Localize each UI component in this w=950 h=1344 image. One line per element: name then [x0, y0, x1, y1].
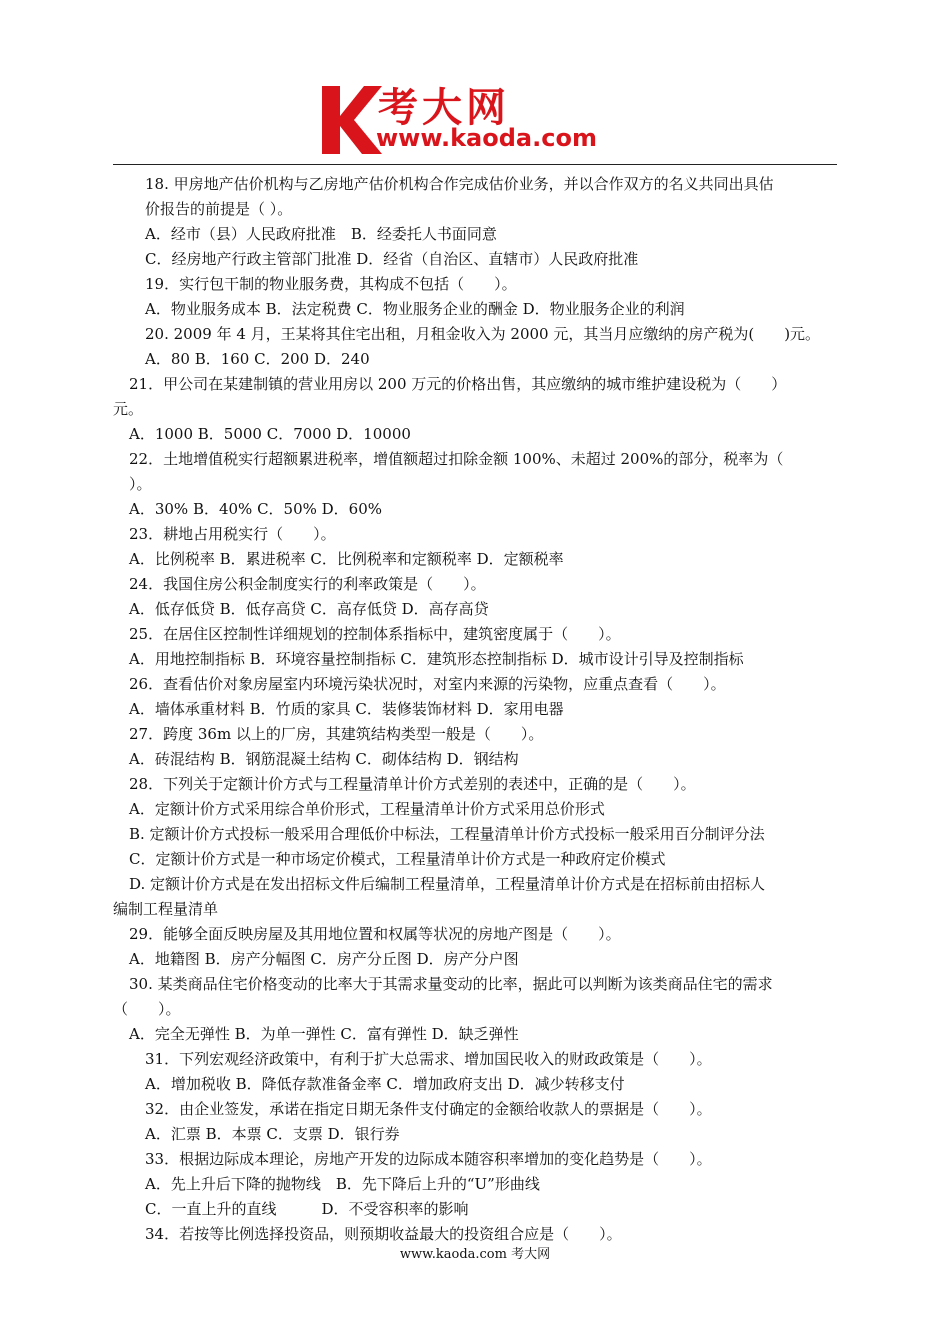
- question-line: 23．耕地占用税实行（ ）。: [129, 525, 336, 543]
- logo-k-icon: [318, 82, 384, 158]
- logo-url: www.kaoda.com: [376, 124, 597, 152]
- option-line: B. 定额计价方式投标一般采用合理低价中标法，工程量清单计价方式投标一般采用百分制评分法: [129, 825, 765, 843]
- question-line: 34．若按等比例选择投资品，则预期收益最大的投资组合应是（ ）。: [145, 1225, 622, 1243]
- option-line: A．比例税率 B．累进税率 C．比例税率和定额税率 D．定额税率: [129, 550, 564, 568]
- option-line: C．定额计价方式是一种市场定价模式，工程量清单计价方式是一种政府定价模式: [129, 850, 666, 868]
- question-line: 20. 2009 年 4 月，王某将其住宅出租，月租金收入为 2000 元，其当月应缴纳的房产税为( )元。: [145, 325, 821, 343]
- question-line: 25．在居住区控制性详细规划的控制体系指标中，建筑密度属于（ ）。: [129, 625, 621, 643]
- option-line: A．30% B．40% C．50% D．60%: [129, 500, 383, 518]
- question-line: 价报告的前提是（ ）。: [145, 200, 293, 218]
- question-line: 31．下列宏观经济政策中，有利于扩大总需求、增加国民收入的财政政策是（ ）。: [145, 1050, 712, 1068]
- question-line: 32．由企业签发，承诺在指定日期无条件支付确定的金额给收款人的票据是（ ）。: [145, 1100, 712, 1118]
- question-line: 27．跨度 36m 以上的厂房，其建筑结构类型一般是（ ）。: [129, 725, 544, 743]
- option-line: A．经市（县）人民政府批准 B．经委托人书面同意: [145, 225, 497, 243]
- question-line: 元。: [113, 400, 144, 418]
- option-line: C．经房地产行政主管部门批准 D．经省（自治区、直辖市）人民政府批准: [145, 250, 639, 268]
- option-line: A．物业服务成本 B．法定税费 C．物业服务企业的酬金 D．物业服务企业的利润: [145, 300, 685, 318]
- option-line: A．地籍图 B．房产分幅图 C．房产分丘图 D．房产分户图: [129, 950, 519, 968]
- page-footer: www.kaoda.com 考大网: [399, 1247, 551, 1262]
- question-line: （ ）。: [113, 1000, 181, 1018]
- option-line: A．墙体承重材料 B．竹质的家具 C．装修装饰材料 D．家用电器: [129, 700, 564, 718]
- header-rule: [113, 164, 837, 165]
- question-line: 19．实行包干制的物业服务费，其构成不包括（ ）。: [145, 275, 517, 293]
- question-line: ）。: [129, 475, 152, 493]
- option-line: A．低存低贷 B．低存高贷 C．高存低贷 D．高存高贷: [129, 600, 489, 618]
- question-line: 28．下列关于定额计价方式与工程量清单计价方式差别的表述中，正确的是（ ）。: [129, 775, 696, 793]
- option-line: A．80 B．160 C．200 D．240: [145, 350, 370, 368]
- kaoda-logo: [318, 78, 638, 160]
- question-line: 33．根据边际成本理论，房地产开发的边际成本随容积率增加的变化趋势是（ ）。: [145, 1150, 712, 1168]
- question-line: 26．查看估价对象房屋室内环境污染状况时，对室内来源的污染物，应重点查看（ ）。: [129, 675, 726, 693]
- question-line: 30. 某类商品住宅价格变动的比率大于其需求量变动的比率，据此可以判断为该类商品住宅的需求: [129, 975, 773, 993]
- question-line: 22．土地增值税实行超额累进税率，增值额超过扣除金额 100%、未超过 200%的部分，税率为（: [129, 450, 784, 468]
- question-line: 21．甲公司在某建制镇的营业用房以 200 万元的价格出售，其应缴纳的城市维护建设税为（ ）: [129, 375, 787, 393]
- option-line: A．完全无弹性 B．为单一弹性 C．富有弹性 D．缺乏弹性: [129, 1025, 519, 1043]
- option-line: 编制工程量清单: [113, 900, 219, 918]
- option-line: A．用地控制指标 B．环境容量控制指标 C．建筑形态控制指标 D．城市设计引导及控制指标: [129, 650, 744, 668]
- option-line: C．一直上升的直线 D．不受容积率的影响: [145, 1200, 469, 1218]
- question-line: 24．我国住房公积金制度实行的利率政策是（ ）。: [129, 575, 486, 593]
- option-line: A．汇票 B．本票 C．支票 D．银行券: [145, 1125, 400, 1143]
- option-line: A．1000 B．5000 C．7000 D．10000: [129, 425, 411, 443]
- option-line: A．砖混结构 B．钢筋混凝土结构 C．砌体结构 D．钢结构: [129, 750, 519, 768]
- option-line: D. 定额计价方式是在发出招标文件后编制工程量清单，工程量清单计价方式是在招标前由招标人: [129, 875, 766, 893]
- option-line: A．先上升后下降的抛物线 B．先下降后上升的“U”形曲线: [145, 1175, 540, 1193]
- option-line: A．增加税收 B．降低存款准备金率 C．增加政府支出 D．减少转移支付: [145, 1075, 625, 1093]
- question-line: 29．能够全面反映房屋及其用地位置和权属等状况的房地产图是（ ）。: [129, 925, 621, 943]
- question-line: 18. 甲房地产估价机构与乙房地产估价机构合作完成估价业务，并以合作双方的名义共同出具估: [145, 175, 774, 193]
- logo-chinese-name: 考大网: [378, 85, 510, 131]
- option-line: A．定额计价方式采用综合单价形式，工程量清单计价方式采用总价形式: [129, 800, 605, 818]
